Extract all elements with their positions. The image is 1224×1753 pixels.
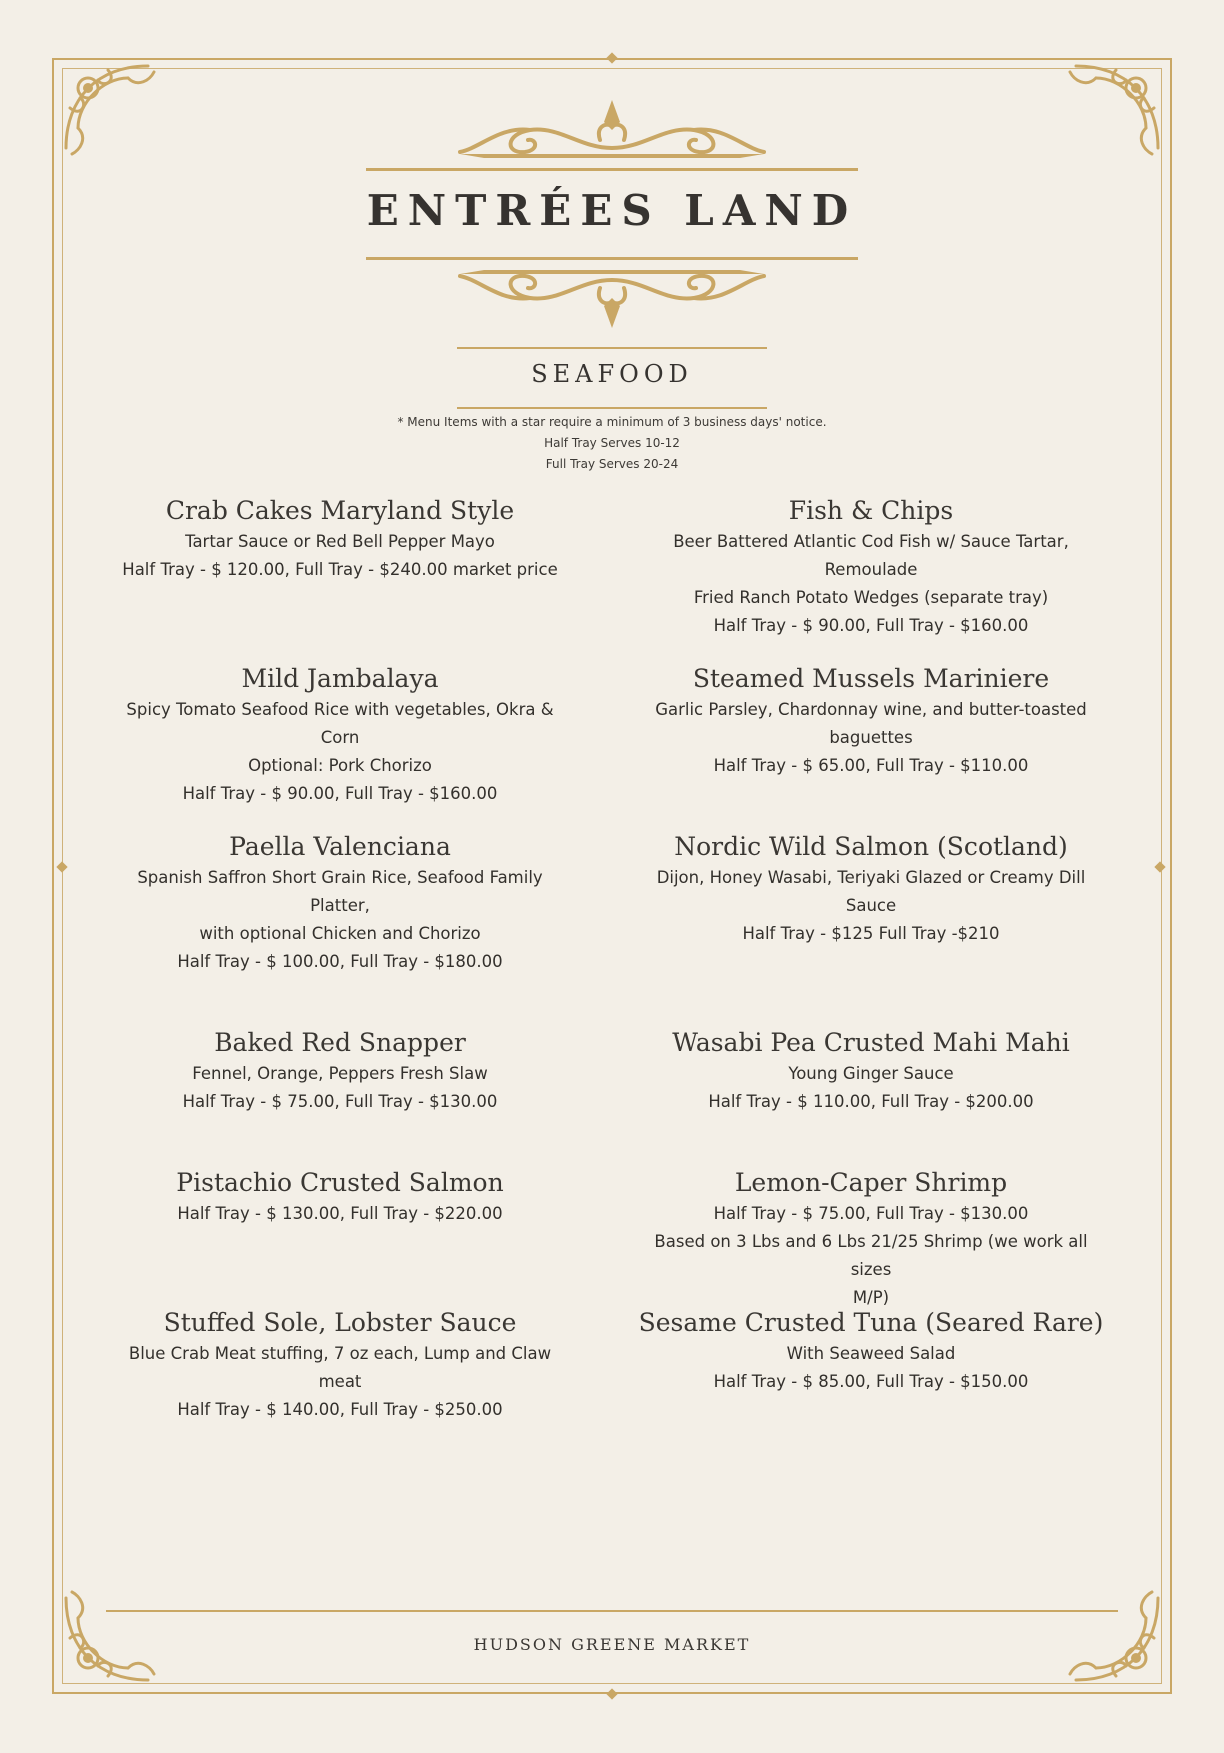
item-price: Half Tray - $ 85.00, Full Tray - $150.00: [713, 1372, 1029, 1391]
item-detail: Blue Crab Meat stuffing, 7 oz each, Lump and Claw: [128, 1344, 552, 1363]
item-price: Half Tray - $ 120.00, Full Tray - $240.00 market price: [122, 560, 558, 579]
item-detail: M/P): [852, 1288, 890, 1307]
item-detail: Sauce: [845, 896, 897, 915]
item-detail: Remoulade: [824, 560, 918, 579]
item-detail: Optional: Pork Chorizo: [248, 756, 432, 775]
menu-item: [636, 1166, 1106, 1312]
menu-item: [105, 1166, 575, 1228]
item-detail: Spicy Tomato Seafood Rice with vegetables, Okra &: [126, 700, 554, 719]
item-name: Fish & Chips: [788, 496, 954, 525]
section-rule-top: [457, 347, 767, 349]
menu-item: [105, 494, 575, 584]
item-price: Half Tray - $ 130.00, Full Tray - $220.00: [177, 1204, 503, 1223]
item-name: Stuffed Sole, Lobster Sauce: [163, 1308, 517, 1337]
note-full-tray: Full Tray Serves 20-24: [545, 457, 679, 471]
item-detail: Beer Battered Atlantic Cod Fish w/ Sauce Tartar,: [673, 532, 1069, 551]
item-detail: Corn: [320, 728, 360, 747]
item-name: Pistachio Crusted Salmon: [176, 1168, 504, 1197]
item-name: Steamed Mussels Mariniere: [692, 664, 1050, 693]
item-detail: Spanish Saffron Short Grain Rice, Seafood Family: [137, 868, 543, 887]
item-detail: meat: [318, 1372, 362, 1391]
item-detail: with optional Chicken and Chorizo: [199, 924, 481, 943]
item-detail: Based on 3 Lbs and 6 Lbs 21/25 Shrimp (we work all sizes: [654, 1232, 1088, 1279]
item-name: Crab Cakes Maryland Style: [165, 496, 515, 525]
item-name: Paella Valenciana: [229, 832, 451, 861]
item-price: Half Tray - $ 100.00, Full Tray - $180.00: [177, 952, 503, 971]
section-rule-bottom: [457, 407, 767, 409]
item-price: Half Tray - $ 90.00, Full Tray - $160.00: [182, 784, 498, 803]
item-name: Nordic Wild Salmon (Scotland): [674, 832, 1068, 861]
item-detail: Fennel, Orange, Peppers Fresh Slaw: [192, 1064, 488, 1083]
menu-item: [105, 830, 575, 976]
item-detail: Platter,: [310, 896, 370, 915]
item-detail: Tartar Sauce or Red Bell Pepper Mayo: [185, 532, 495, 551]
menu-item: [636, 830, 1106, 948]
item-detail: Dijon, Honey Wasabi, Teriyaki Glazed or Creamy Dill: [656, 868, 1086, 887]
item-detail: Garlic Parsley, Chardonnay wine, and butter-toasted: [655, 700, 1087, 719]
menu-item: [636, 494, 1106, 640]
item-price: Half Tray - $ 140.00, Full Tray - $250.00: [177, 1400, 503, 1419]
item-price: Half Tray - $ 65.00, Full Tray - $110.00: [713, 756, 1029, 775]
item-detail: With Seaweed Salad: [786, 1344, 956, 1363]
item-name: Mild Jambalaya: [241, 664, 439, 693]
footer-brand: HUDSON GREENE MARKET: [473, 1635, 751, 1654]
item-detail: Fried Ranch Potato Wedges (separate tray): [693, 588, 1049, 607]
corner-flourish-icon: [1056, 1578, 1166, 1688]
footer-rule: [106, 1610, 1118, 1612]
item-name: Sesame Crusted Tuna (Seared Rare): [638, 1308, 1104, 1337]
menu-item: [636, 1306, 1106, 1396]
item-detail: Young Ginger Sauce: [788, 1064, 954, 1083]
title-rule-top: [366, 168, 858, 171]
item-detail: baguettes: [829, 728, 913, 747]
item-price: Half Tray - $ 75.00, Full Tray - $130.00: [713, 1204, 1029, 1223]
note-star: * Menu Items with a star require a minimum of 3 business days' notice.: [397, 415, 827, 429]
scroll-ornament-icon: [0, 262, 1224, 332]
corner-flourish-icon: [58, 1578, 168, 1688]
section-heading: SEAFOOD: [531, 360, 693, 388]
scroll-ornament-icon: [0, 96, 1224, 166]
item-price: Half Tray - $ 90.00, Full Tray - $160.00: [713, 616, 1029, 635]
item-price: Half Tray - $125 Full Tray -$210: [742, 924, 1000, 943]
menu-item: [636, 1026, 1106, 1116]
menu-item: [105, 1026, 575, 1116]
menu-item: [105, 662, 575, 808]
title-rule-bottom: [366, 257, 858, 260]
item-name: Lemon-Caper Shrimp: [734, 1168, 1008, 1197]
item-name: Wasabi Pea Crusted Mahi Mahi: [672, 1028, 1070, 1057]
page-title: ENTRÉES LAND: [366, 186, 858, 235]
menu-item: [636, 662, 1106, 780]
item-price: Half Tray - $ 75.00, Full Tray - $130.00: [182, 1092, 498, 1111]
menu-item: [105, 1306, 575, 1424]
item-name: Baked Red Snapper: [214, 1028, 466, 1057]
item-price: Half Tray - $ 110.00, Full Tray - $200.00: [708, 1092, 1034, 1111]
note-half-tray: Half Tray Serves 10-12: [544, 436, 680, 450]
